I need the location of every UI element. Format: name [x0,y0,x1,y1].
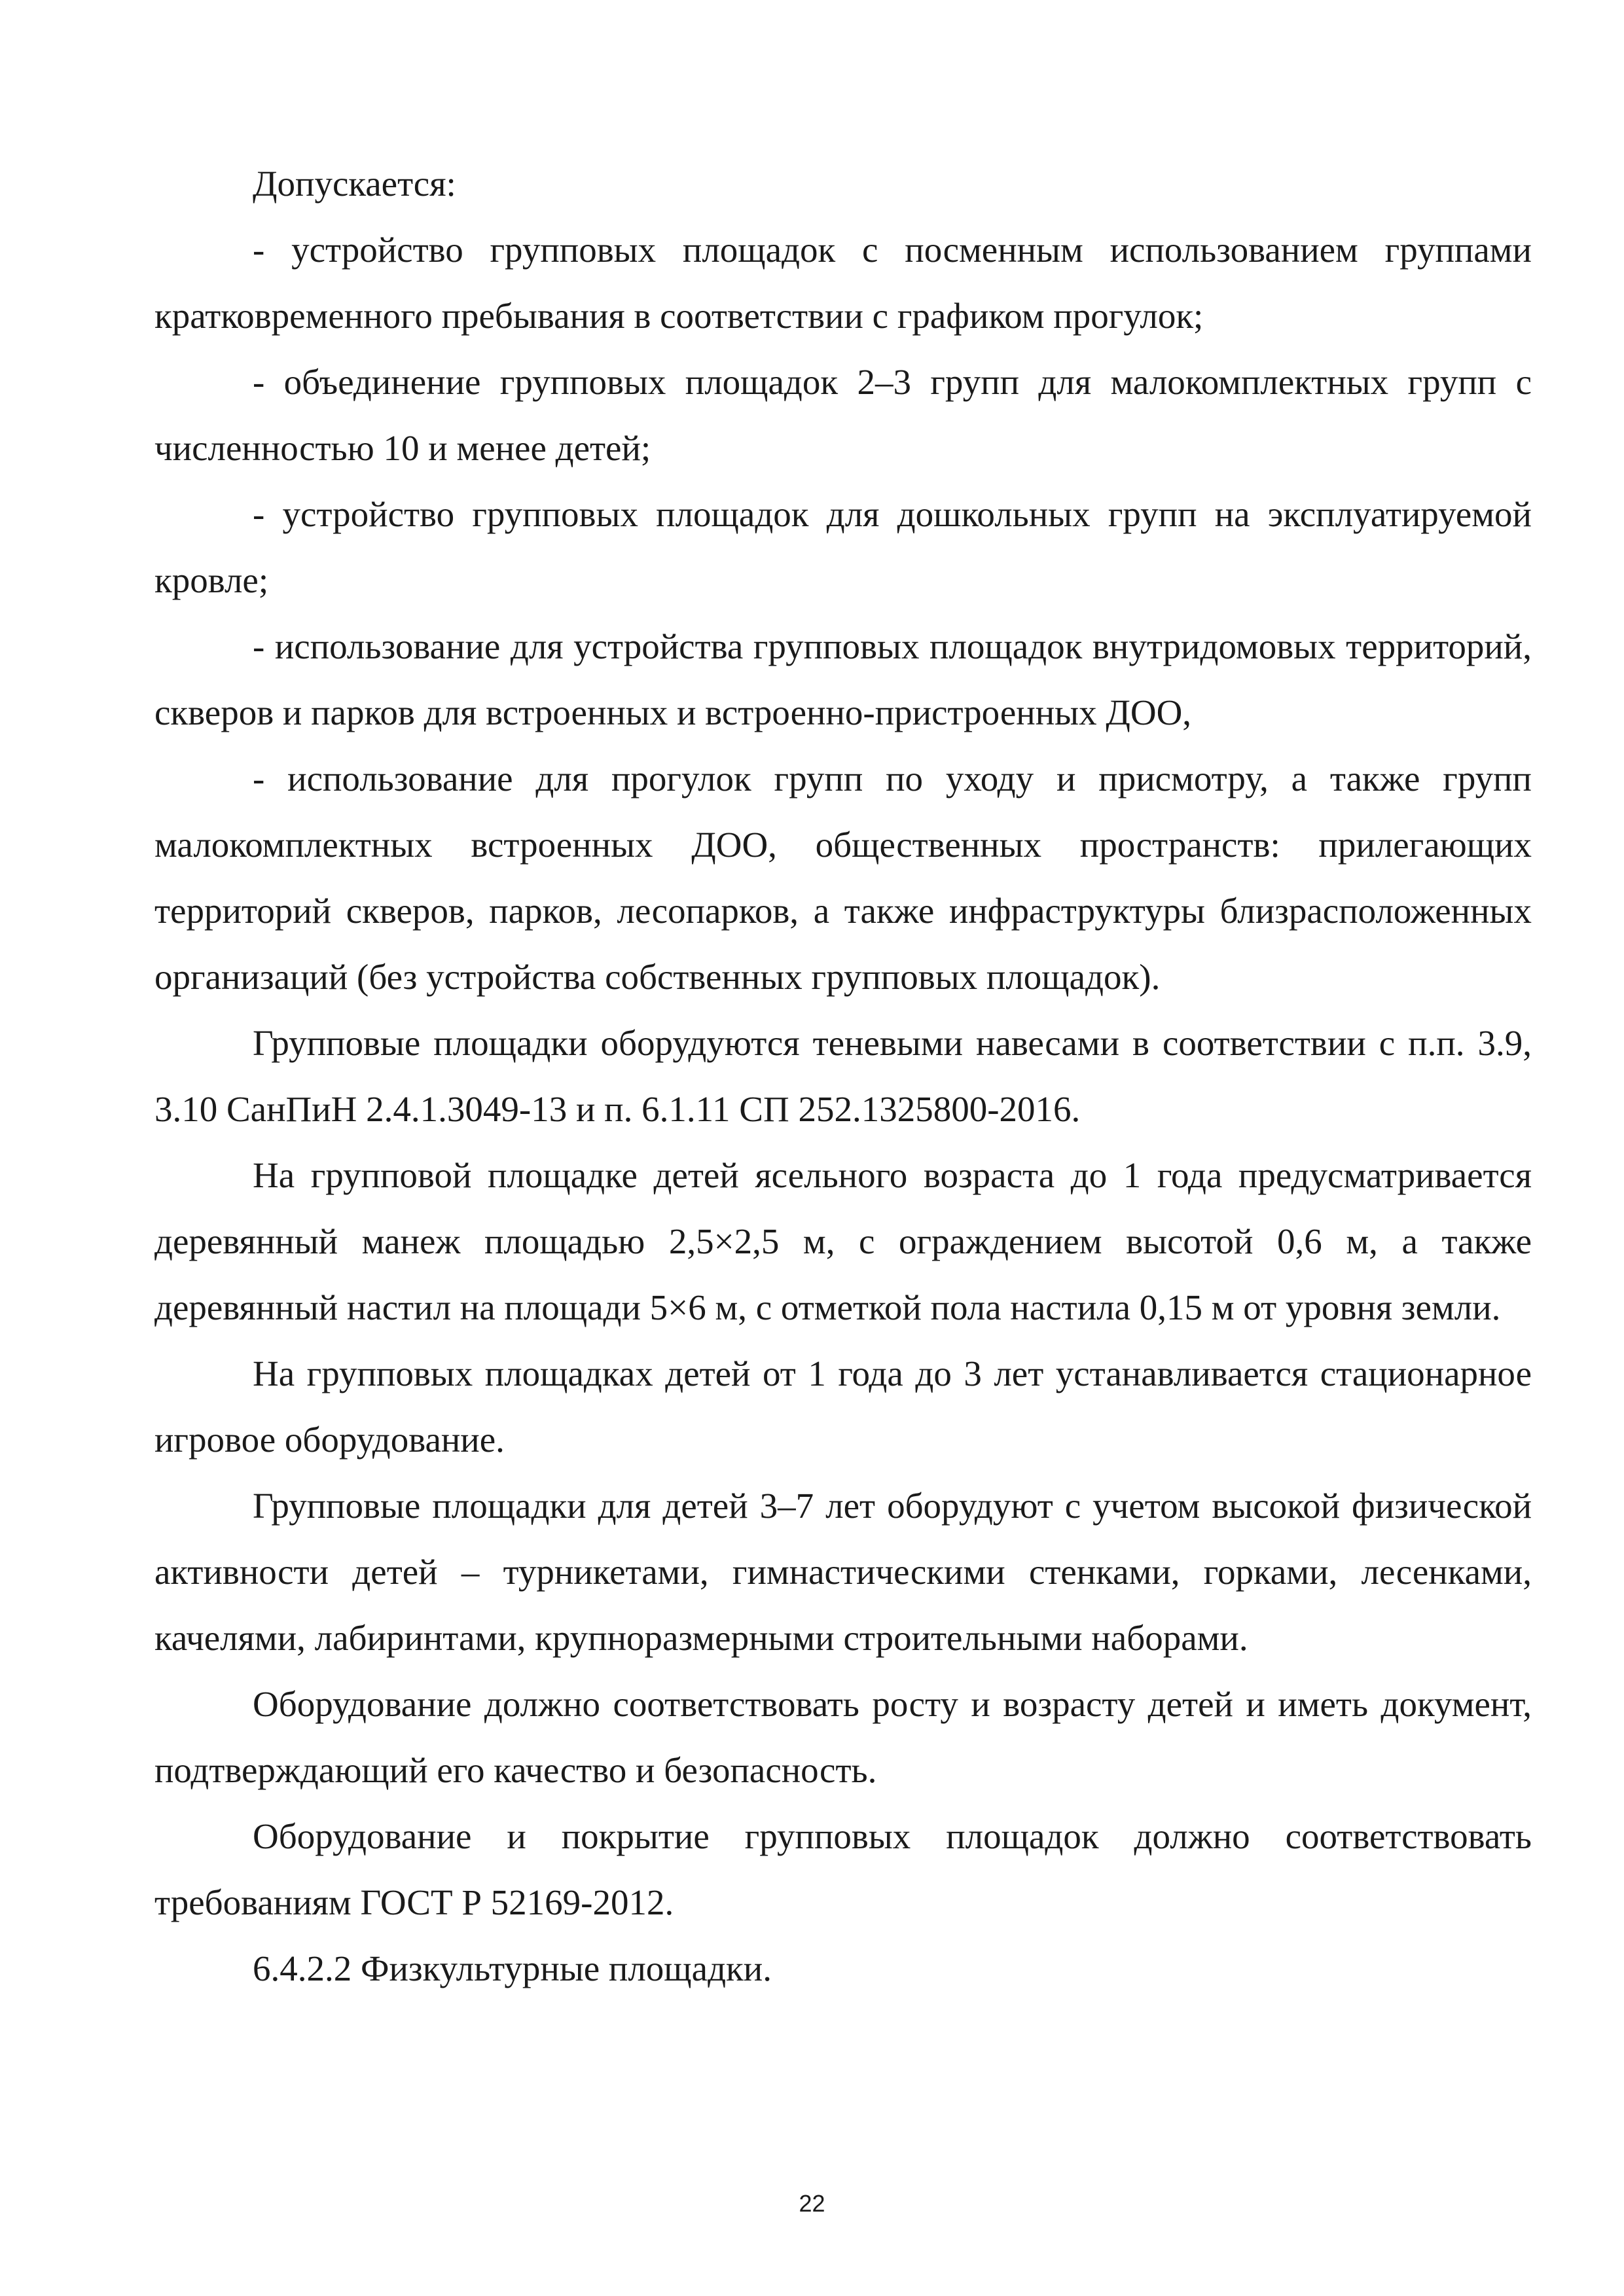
section-heading-sports-grounds: 6.4.2.2 Физкультурные площадки. [253,1948,772,1988]
paragraph-toddler-equipment: На групповых площадках детей от 1 года до 3 лет устанавливается стационарное игровое оборудование. [154,1354,1532,1460]
paragraph-shift-use: - устройство групповых площадок с посменным использованием группами кратковременного пребывания в соответствии с графиком прогулок; [154,230,1532,336]
paragraph-gost-requirements: Оборудование и покрытие групповых площадок должно соответствовать требованиям ГОСТ Р 52169-2012. [154,1816,1532,1922]
paragraph-courtyards-parks: - использование для устройства групповых площадок внутридомовых территорий, скверов и парков для встроенных и встроенно-пристроенных ДОО, [154,626,1532,732]
paragraph-equipment-compliance: Оборудование должно соответствовать росту и возрасту детей и иметь документ, подтверждающий его качество и безопасность. [154,1684,1532,1790]
document-body [154,151,1532,2001]
paragraph-infant-playpen: На групповой площадке детей ясельного возраста до 1 года предусматривается деревянный манеж площадью 2,5×2,5 м, с ограждением высотой 0,6 м, а также деревянный настил на площади 5×6 м, с отметкой пола настила 0,15 м от уровня земли. [154,1155,1532,1327]
page-number: 22 [799,2190,825,2217]
paragraph-merge-groups: - объединение групповых площадок 2–3 групп для малокомплектных групп с численностью 10 и менее детей; [154,362,1532,468]
paragraph-allowed-heading: Допускается: [253,164,456,204]
paragraph-roof-playgrounds: - устройство групповых площадок для дошкольных групп на эксплуатируемой кровле; [154,494,1532,600]
paragraph-public-spaces: - использование для прогулок групп по уходу и присмотру, а также групп малокомплектных встроенных ДОО, общественных пространств: прилегающих территорий скверов, парков, лесопарков, а также инфраструктуры близрасположенных организаций (без устройства собственных групповых площадок). [154,759,1532,997]
paragraph-shade-canopies: Групповые площадки оборудуются теневыми навесами в соответствии с п.п. 3.9, 3.10 СанПиН 2.4.1.3049-13 и п. 6.1.11 СП 252.1325800-2016. [154,1023,1532,1129]
paragraph-preschool-equipment: Групповые площадки для детей 3–7 лет оборудуют с учетом высокой физической активности детей – турникетами, гимнастическими стенками, горками, лесенками, качелями, лабиринтами, крупноразмерными строительными наборами. [154,1486,1532,1658]
